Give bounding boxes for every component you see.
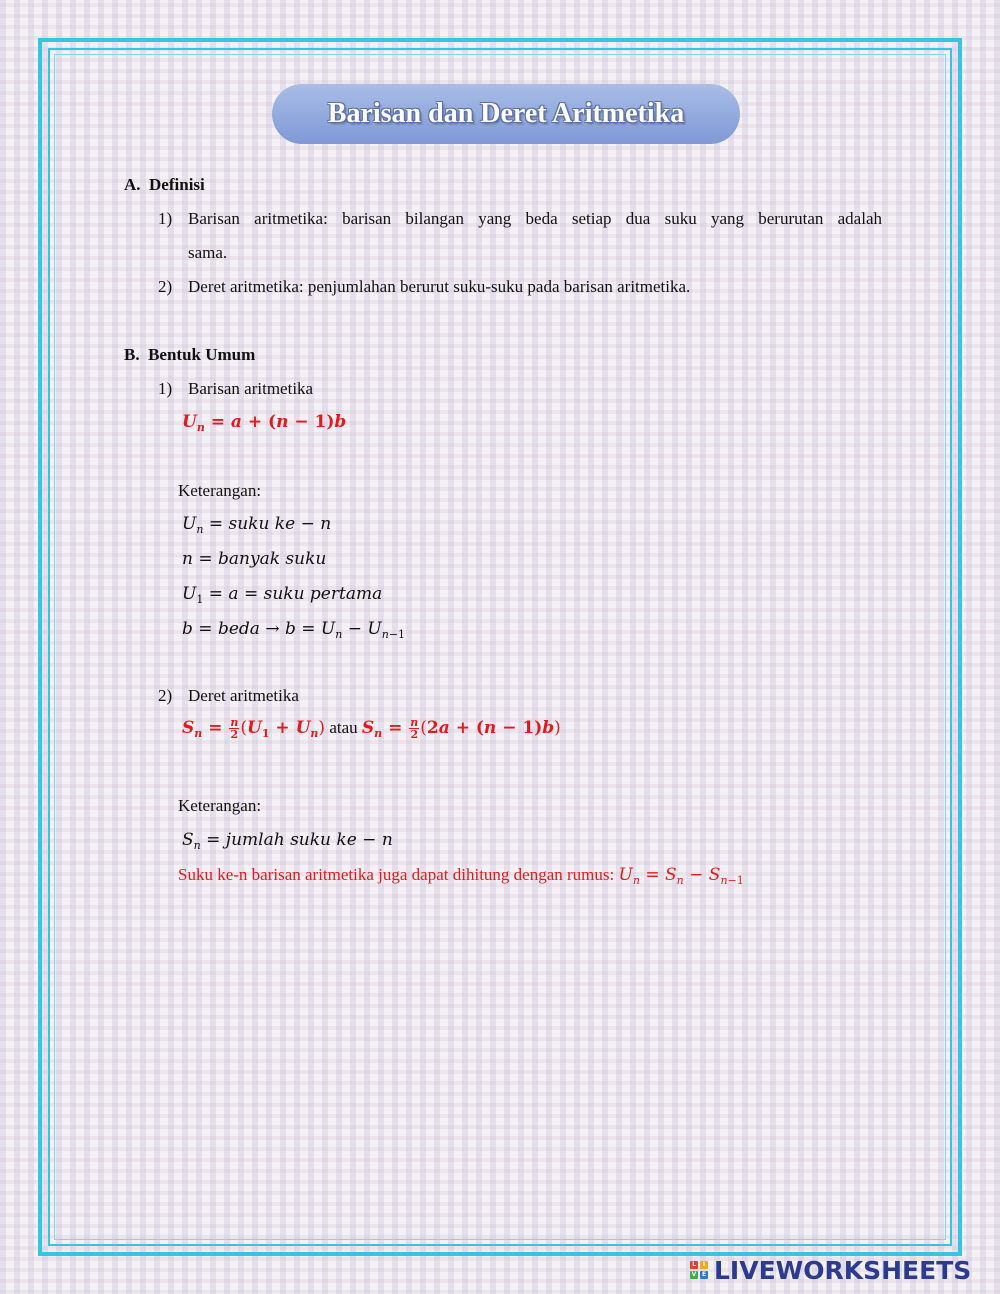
section-b-heading: B. Bentuk Umum [124,345,256,364]
definition-1-line2: sama. [188,243,228,262]
legend-u1: $U_1 = a$ = suku pertama [182,584,383,606]
liveworksheets-logo [690,1256,971,1284]
legend-b: b = beda → $b = U_n - U_{n-1}$ [182,619,406,641]
definition-2-number: 2) [158,277,173,296]
logo-mark-icon: L I V E [691,1261,707,1278]
keterangan-1-label: Keterangan: [178,481,262,500]
definition-1-number: 1) [158,209,173,228]
formula-sn: $S_n$ = $\frac{n}{2}$ $(U_1 + U_n)$ atau $S_n$ = $\frac{n}{2}$ (2a + (n − 1)b) [182,716,561,741]
page-border-inner-thin [54,54,946,1240]
subsection-1-title: Barisan aritmetika [188,379,314,398]
note-text: Suku ke-n barisan aritmetika juga dapat dihitung dengan rumus: [178,865,615,884]
logo-text: LIVEWORKSHEETS [714,1255,972,1285]
page-title: Barisan dan Deret Aritmetika [327,98,685,129]
atau-text: atau [329,718,358,737]
legend-sn: $S_n$ = jumlah suku ke − n [182,830,393,852]
subsection-2-number: 2) [158,686,173,705]
note-line: Suku ke-n barisan aritmetika juga dapat dihitung dengan rumus: $U_n = S_n - S_{n-1}$ [178,865,744,887]
keterangan-2-label: Keterangan: [178,796,262,815]
title-banner [272,84,740,144]
definition-2-text: Deret aritmetika: penjumlahan berurut suku-suku pada barisan aritmetika. [188,277,691,296]
definition-1-line1: Barisan aritmetika: barisan bilangan yang beda setiap dua suku yang berurutan adalah [188,209,882,228]
formula-un: $U_n = a + (n - 1)b$ [182,412,347,434]
legend-n: n = banyak suku [182,549,327,569]
section-a-heading: A. Definisi [124,175,205,194]
subsection-2-title: Deret aritmetika [188,686,299,705]
subsection-1-number: 1) [158,379,173,398]
legend-un: $U_n$ = suku ke − n [182,514,332,536]
